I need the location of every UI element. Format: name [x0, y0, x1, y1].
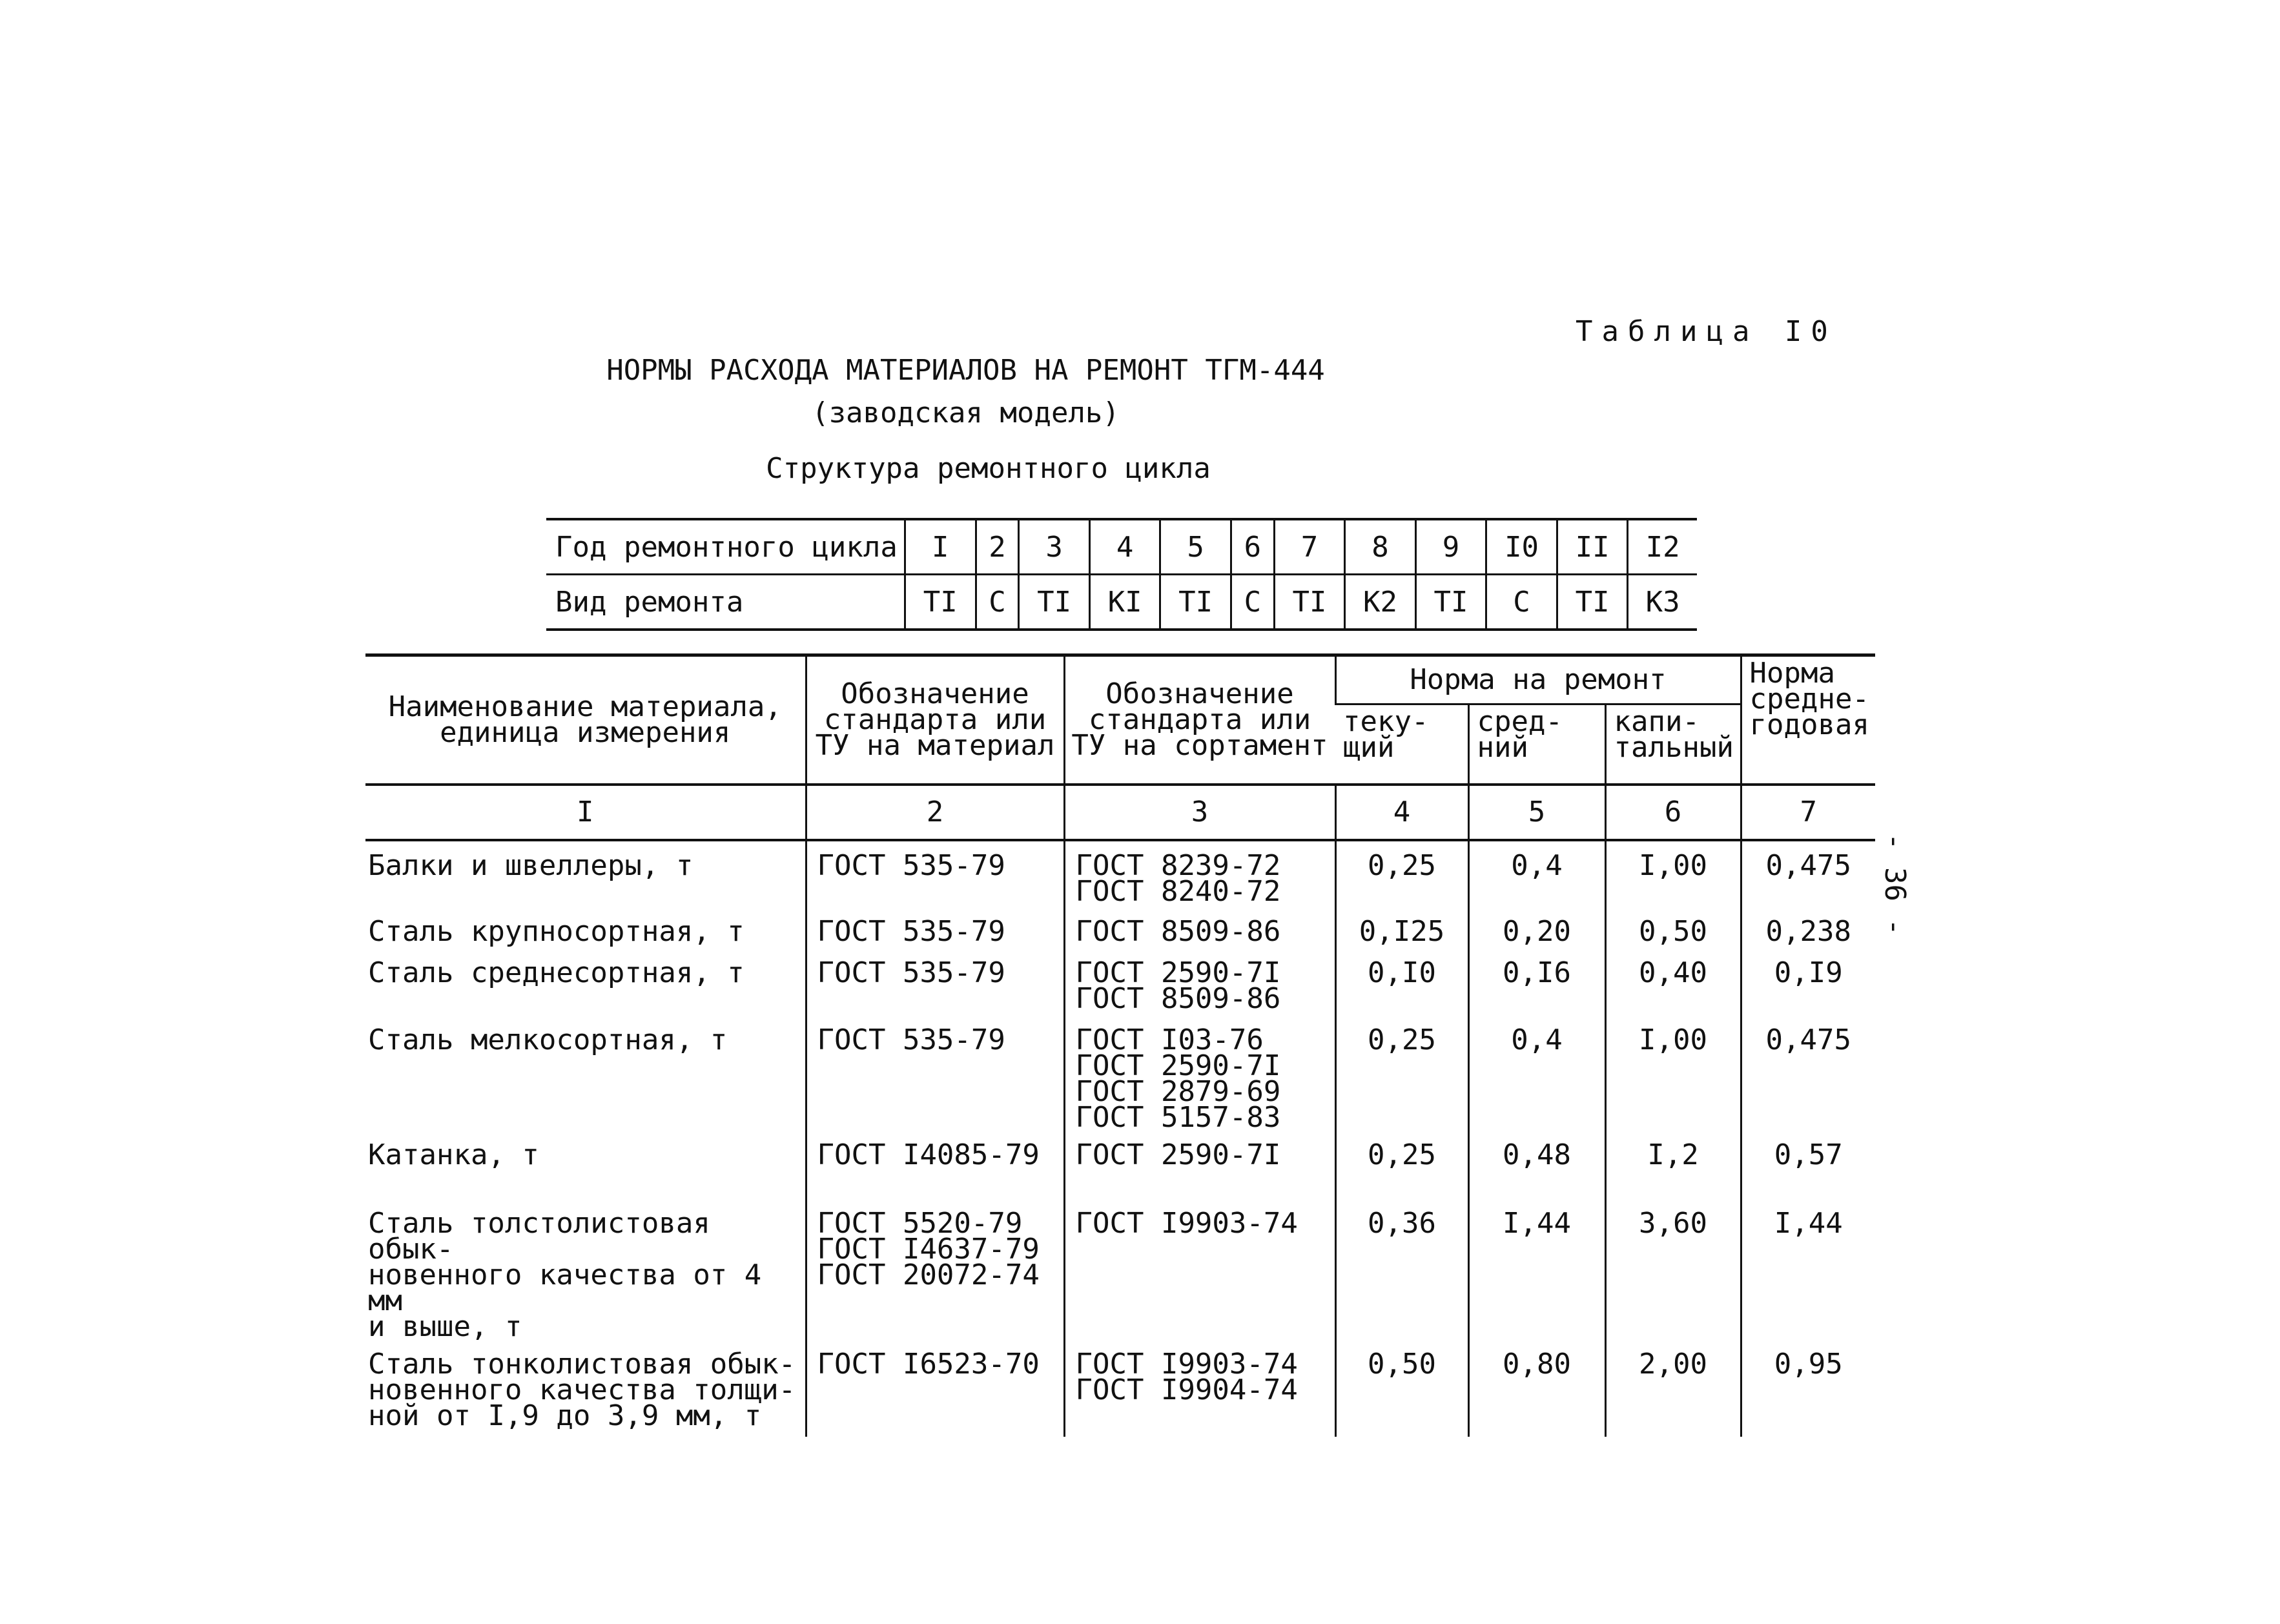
column-number: 5 [1468, 785, 1605, 840]
norm-annual: I,44 [1741, 1199, 1875, 1340]
column-number: 6 [1605, 785, 1741, 840]
header-current-line: щий [1343, 731, 1395, 764]
material-standard-line: ГОСТ 535-79 [817, 849, 1005, 882]
norm-medium: 0,4 [1468, 1016, 1605, 1131]
norm-annual: 0,475 [1741, 1016, 1875, 1131]
header-name-line: Наименование материала, [388, 690, 782, 723]
cycle-type-cell: C [1486, 575, 1557, 630]
column-number: 4 [1335, 785, 1468, 840]
material-standard-line: ГОСТ I6523-70 [817, 1348, 1040, 1381]
norm-annual: 0,238 [1741, 907, 1875, 949]
cycle-type-label: Вид ремонта [546, 575, 905, 630]
material-name-line: новенного качества толщи- [368, 1373, 796, 1406]
material-standard [806, 907, 1064, 949]
assortment-standard-line: ГОСТ 8509-86 [1075, 915, 1281, 948]
material-standard-line: ГОСТ 535-79 [817, 956, 1005, 989]
material-name [365, 840, 806, 907]
table-row [365, 907, 1875, 949]
cycle-year-cell: 6 [1231, 519, 1274, 575]
material-name-line: Сталь толстолистовая обык- [368, 1207, 710, 1266]
norm-current: 0,25 [1335, 1016, 1468, 1131]
assortment-standard-line: ГОСТ I03-76 [1075, 1023, 1264, 1056]
repair-cycle-table [546, 518, 1697, 631]
page-number: - 36 - [1878, 833, 1911, 936]
header-standard-line: стандарта или [823, 703, 1047, 736]
header-medium-line: ний [1477, 731, 1528, 764]
header-medium-line: сред- [1477, 705, 1563, 738]
assortment-standard-line: ГОСТ I9903-74 [1075, 1207, 1298, 1240]
norm-medium: 0,I6 [1468, 949, 1605, 1016]
cycle-type-cell: TI [1274, 575, 1345, 630]
cycle-type-cell: K2 [1345, 575, 1416, 630]
norm-current: 0,25 [1335, 1131, 1468, 1199]
material-standard-line: ГОСТ 535-79 [817, 1023, 1005, 1056]
cycle-year-label: Год ремонтного цикла [546, 519, 905, 575]
material-standard-line: ГОСТ I4085-79 [817, 1138, 1040, 1171]
header-current [1335, 704, 1468, 785]
page-subtitle: (заводская модель) [812, 396, 1120, 429]
material-name-line: ной от I,9 до 3,9 мм, т [368, 1399, 762, 1432]
header-assortment-line: Обозначение [1105, 677, 1294, 710]
material-name-line: Катанка, т [368, 1138, 539, 1171]
column-number: 7 [1741, 785, 1875, 840]
material-name [365, 1131, 806, 1199]
table-label: Таблица I0 [1576, 315, 1837, 348]
table-row [365, 1131, 1875, 1199]
norm-current: 0,36 [1335, 1199, 1468, 1340]
assortment-standard-line: ГОСТ 2879-69 [1075, 1075, 1281, 1108]
material-name-line: Сталь тонколистовая обык- [368, 1348, 796, 1381]
header-current-line: теку- [1343, 705, 1429, 738]
cycle-year-cell: 8 [1345, 519, 1416, 575]
assortment-standard-line: ГОСТ I9903-74 [1075, 1348, 1298, 1381]
cycle-year-cell: I2 [1628, 519, 1697, 575]
header-name [365, 655, 806, 785]
norm-annual: 0,57 [1741, 1131, 1875, 1199]
assortment-standard [1064, 1016, 1335, 1134]
material-standard [806, 1340, 1064, 1437]
table-row [365, 1199, 1875, 1340]
norm-medium: 0,48 [1468, 1131, 1605, 1199]
material-name [365, 1340, 806, 1437]
cycle-type-cell: K3 [1628, 575, 1697, 630]
norm-current: 0,I25 [1335, 907, 1468, 949]
header-capital-line: тальный [1614, 731, 1734, 764]
norm-capital: I,00 [1605, 1016, 1741, 1131]
header-name-line: единица измерения [440, 716, 731, 749]
cycle-year-cell: 3 [1019, 519, 1090, 575]
header-standard-line: ТУ на материал [815, 729, 1055, 762]
material-name [365, 1016, 806, 1131]
assortment-standard-line: ГОСТ 2590-7I [1075, 956, 1281, 989]
header-standard [806, 655, 1064, 785]
header-capital [1605, 704, 1741, 785]
page-title: НОРМЫ РАСХОДА МАТЕРИАЛОВ НА РЕМОНТ ТГМ-444 [606, 354, 1325, 387]
cycle-type-cell: TI [1019, 575, 1090, 630]
assortment-standard [1064, 840, 1335, 907]
cycle-type-row [546, 575, 1697, 630]
assortment-standard-line: ГОСТ 8240-72 [1075, 875, 1281, 908]
norm-current: 0,I0 [1335, 949, 1468, 1016]
header-annual [1741, 655, 1875, 785]
norm-capital: I,2 [1605, 1131, 1741, 1199]
cycle-year-cell: I [905, 519, 976, 575]
assortment-standard [1064, 949, 1335, 1016]
column-number: I [365, 785, 806, 840]
norm-medium: 0,20 [1468, 907, 1605, 949]
header-standard-line: Обозначение [841, 677, 1029, 710]
column-number: 3 [1064, 785, 1335, 840]
assortment-standard [1064, 1199, 1335, 1340]
cycle-year-cell: 9 [1415, 519, 1486, 575]
material-name [365, 907, 806, 949]
header-assortment-line: стандарта или [1088, 703, 1311, 736]
material-standard [806, 1016, 1064, 1131]
header-assortment [1064, 655, 1335, 785]
material-name-line: Балки и швеллеры, т [368, 849, 693, 882]
table-row [365, 840, 1875, 907]
column-numbers-row [365, 785, 1875, 840]
cycle-year-cell: 4 [1089, 519, 1160, 575]
material-name-line: Сталь мелкосортная, т [368, 1023, 728, 1056]
material-standard-line: ГОСТ I4637-79 [817, 1233, 1040, 1266]
material-standard-line: ГОСТ 5520-79 [817, 1207, 1023, 1240]
norm-medium: I,44 [1468, 1199, 1605, 1340]
cycle-type-cell: TI [1160, 575, 1231, 630]
material-standard-line: ГОСТ 20072-74 [817, 1259, 1040, 1291]
header-medium [1468, 704, 1605, 785]
material-standard [806, 1131, 1064, 1199]
header-norm-group: Норма на ремонт [1335, 655, 1741, 704]
norm-capital: 0,50 [1605, 907, 1741, 949]
assortment-standard-line: ГОСТ 2590-7I [1075, 1049, 1281, 1082]
table-row [365, 1340, 1875, 1437]
assortment-standard-line: ГОСТ 8239-72 [1075, 849, 1281, 882]
cycle-year-cell: 7 [1274, 519, 1345, 575]
assortment-standard [1064, 1131, 1335, 1199]
norm-capital: 2,00 [1605, 1340, 1741, 1437]
norm-current: 0,50 [1335, 1340, 1468, 1437]
column-number: 2 [806, 785, 1064, 840]
material-name [365, 949, 806, 1016]
material-standard [806, 840, 1064, 907]
cycle-type-cell: C [976, 575, 1019, 630]
norm-medium: 0,4 [1468, 840, 1605, 907]
cycle-year-cell: I0 [1486, 519, 1557, 575]
norm-capital: I,00 [1605, 840, 1741, 907]
assortment-standard-line: ГОСТ 2590-7I [1075, 1138, 1281, 1171]
material-standard [806, 949, 1064, 1016]
cycle-year-cell: 5 [1160, 519, 1231, 575]
assortment-standard [1064, 1340, 1335, 1437]
norm-annual: 0,I9 [1741, 949, 1875, 1016]
cycle-type-cell: TI [905, 575, 976, 630]
material-name-line: новенного качества от 4 мм [368, 1259, 762, 1317]
header-capital-line: капи- [1614, 705, 1700, 738]
material-name-line: и выше, т [368, 1310, 522, 1343]
header-annual-line: средне- [1749, 683, 1869, 715]
material-name-line: Сталь среднесортная, т [368, 956, 745, 989]
material-name [365, 1199, 806, 1343]
cycle-type-cell: TI [1415, 575, 1486, 630]
header-assortment-line: ТУ на сортамент [1071, 729, 1328, 762]
cycle-type-cell: C [1231, 575, 1274, 630]
cycle-type-cell: TI [1557, 575, 1628, 630]
table-row [365, 949, 1875, 1016]
norm-annual: 0,475 [1741, 840, 1875, 907]
norm-capital: 3,60 [1605, 1199, 1741, 1340]
cycle-year-row [546, 519, 1697, 575]
structure-title: Структура ремонтного цикла [766, 452, 1211, 485]
table-row [365, 1016, 1875, 1131]
norm-capital: 0,40 [1605, 949, 1741, 1016]
cycle-type-cell: KI [1089, 575, 1160, 630]
assortment-standard-line: ГОСТ I9904-74 [1075, 1373, 1298, 1406]
assortment-standard [1064, 907, 1335, 949]
header-annual-line: Норма [1749, 657, 1835, 690]
material-standard [806, 1199, 1064, 1340]
norm-annual: 0,95 [1741, 1340, 1875, 1437]
materials-norms-table [365, 653, 1875, 1437]
material-standard-line: ГОСТ 535-79 [817, 915, 1005, 948]
cycle-year-cell: 2 [976, 519, 1019, 575]
cycle-year-cell: II [1557, 519, 1628, 575]
material-name-line: Сталь крупносортная, т [368, 915, 745, 948]
assortment-standard-line: ГОСТ 5157-83 [1075, 1101, 1281, 1134]
norm-medium: 0,80 [1468, 1340, 1605, 1437]
norm-current: 0,25 [1335, 840, 1468, 907]
assortment-standard-line: ГОСТ 8509-86 [1075, 982, 1281, 1015]
header-annual-line: годовая [1749, 708, 1869, 741]
